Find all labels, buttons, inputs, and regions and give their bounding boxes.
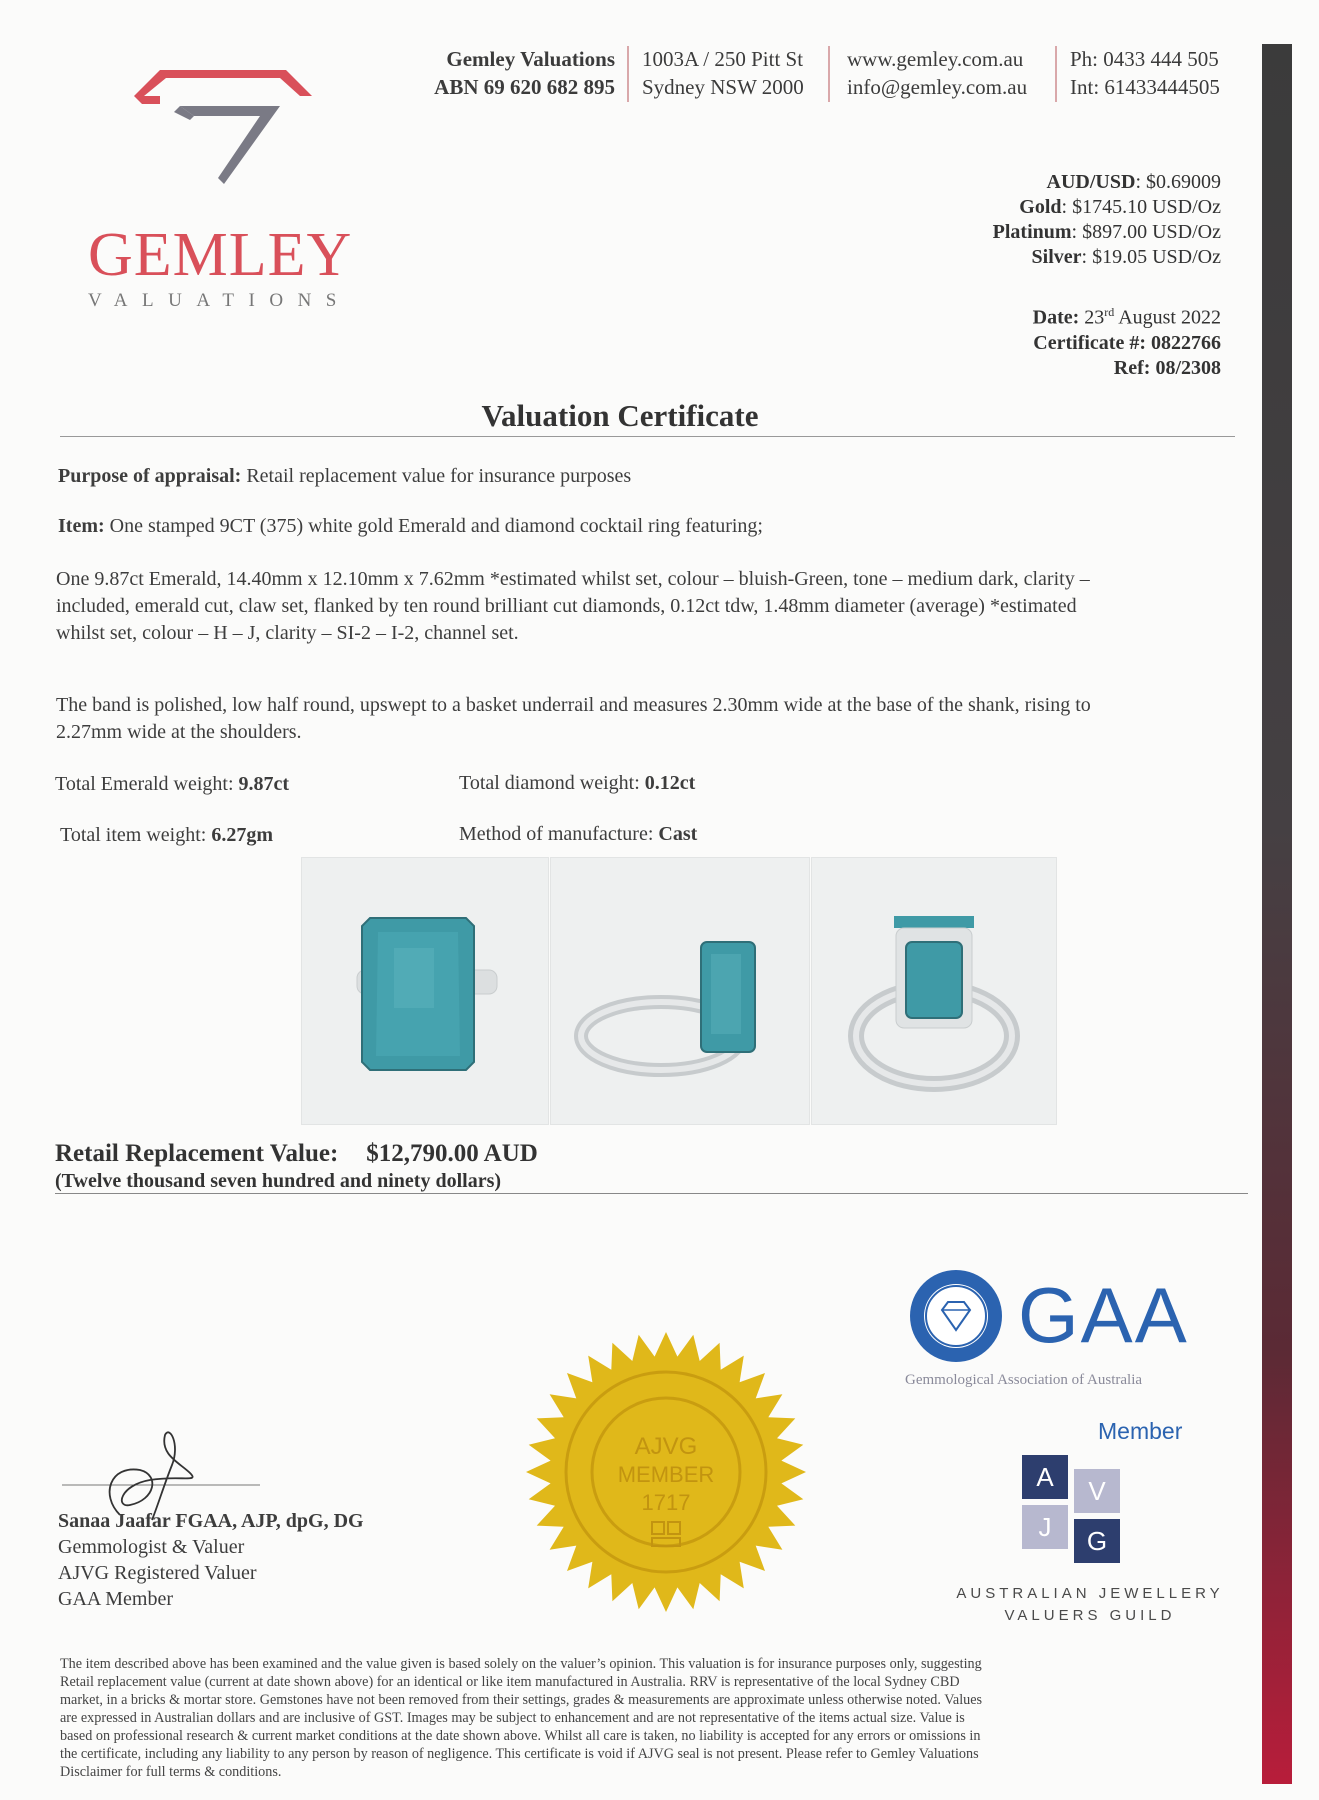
item-line: Item: One stamped 9CT (375) white gold Emerald and diamond cocktail ring featuring; — [58, 515, 763, 537]
website-link[interactable]: www.gemley.com.au — [847, 47, 1024, 71]
company-name: Gemley Valuations — [446, 47, 615, 71]
disclaimer-line: Retail replacement value (current at date shown above) for an identical or like item manufactured in Australia. RRV is representative of the local Sydney CBD — [60, 1674, 960, 1690]
ajvg-letter-g: G — [1074, 1519, 1120, 1563]
signatory-block — [58, 1508, 364, 1612]
title-divider — [60, 436, 1235, 437]
signatory-name: Sanaa Jaafar FGAA, AJP, dpG, DG — [58, 1510, 364, 1532]
gaa-wordmark: GAA — [1018, 1271, 1189, 1359]
disclaimer-line: market, in a bricks & mortar store. Gemstones have not been removed from their settings, grades & measurements are approximate unless otherwise noted. Values — [60, 1692, 983, 1708]
metal-rates — [993, 170, 1221, 270]
certificate-meta — [1033, 300, 1221, 381]
divider — [828, 46, 830, 102]
decorative-side-strip — [1262, 44, 1292, 1784]
band-line: 2.27mm wide at the shoulders. — [56, 721, 302, 743]
gaa-subtitle: Gemmological Association of Australia — [905, 1372, 1143, 1388]
disclaimer — [60, 1655, 1235, 1781]
band-line: The band is polished, low half round, upswept to a basket underrail and measures 2.30mm wide at the base of the shank, rising to — [56, 694, 1091, 716]
certificate-number: Certificate #: 0822766 — [1033, 331, 1221, 354]
value-in-words: (Twelve thousand seven hundred and ninety dollars) — [55, 1170, 502, 1192]
address-line1: 1003A / 250 Pitt St — [642, 47, 804, 71]
email-link[interactable]: info@gemley.com.au — [847, 75, 1028, 99]
emerald-description — [56, 566, 1236, 647]
address-line2: Sydney NSW 2000 — [642, 75, 804, 99]
disclaimer-line: Disclaimer for full terms & conditions. — [60, 1764, 282, 1780]
signatory-title: Gemmologist & Valuer — [58, 1536, 245, 1558]
gold-rate: Gold: $1745.10 USD/Oz — [1019, 196, 1221, 218]
disclaimer-line: based on professional research & current market conditions at the date shown above. Whilst all care is taken, no liability is accepted for any errors or omissions in — [60, 1728, 981, 1744]
web-block — [847, 45, 1027, 101]
retail-replacement-value: Retail Replacement Value: $12,790.00 AUD — [55, 1140, 538, 1167]
seal-line3: 1717 — [641, 1490, 691, 1515]
diamond-weight: Total diamond weight: 0.12ct — [459, 772, 696, 794]
divider — [1055, 46, 1057, 102]
gemley-wordmark: GEMLEY — [88, 221, 353, 289]
band-description — [56, 692, 1236, 746]
description-line: whilst set, colour – H – J, clarity – SI-2 – I-2, channel set. — [56, 622, 519, 644]
ring-photo-back — [811, 857, 1057, 1125]
manufacture-method: Method of manufacture: Cast — [459, 823, 698, 845]
page-title: Valuation Certificate — [481, 398, 759, 433]
platinum-rate: Platinum: $897.00 USD/Oz — [992, 221, 1221, 243]
purpose-line: Purpose of appraisal: Retail replacement value for insurance purposes — [58, 465, 632, 487]
ajvg-letter-a: A — [1022, 1455, 1068, 1499]
gemley-subtitle: VALUATIONS — [88, 290, 351, 311]
ajvg-logo — [1022, 1455, 1130, 1579]
signatory-title: GAA Member — [58, 1588, 173, 1610]
ring-photo-top — [301, 857, 549, 1125]
seal-line1: AJVG — [634, 1433, 698, 1460]
gaa-badge-icon — [908, 1268, 1004, 1364]
address-block — [642, 45, 804, 101]
divider — [627, 46, 629, 102]
ajvg-letter-j: J — [1022, 1505, 1068, 1549]
gemley-diamond-logo-icon — [130, 66, 316, 202]
ajvg-guild-line1: AUSTRALIAN JEWELLERY — [956, 1585, 1224, 1602]
value-divider — [55, 1193, 1248, 1194]
disclaimer-line: The item described above has been examined and the value given is based solely on the valuer’s opinion. This valuation is for insurance purposes only, suggesting — [60, 1656, 982, 1672]
reference: Ref: 08/2308 — [1113, 356, 1221, 379]
gaa-member-label: Member — [1098, 1418, 1183, 1444]
emerald-weight: Total Emerald weight: 9.87ct — [55, 773, 290, 795]
signatory-title: AJVG Registered Valuer — [58, 1562, 257, 1584]
disclaimer-line: the certificate, including any liability to any person by reason of negligence. This certificate is void if AJVG seal is not present. Please refer to Gemley Valuations — [60, 1746, 979, 1762]
date: Date: 23rd August 2022 — [1032, 305, 1221, 329]
silver-rate: Silver: $19.05 USD/Oz — [1031, 246, 1221, 268]
emerald-ring-side-view-icon — [551, 858, 809, 1124]
description-line: One 9.87ct Emerald, 14.40mm x 12.10mm x 7.62mm *estimated whilst set, colour – bluish-Green, tone – medium dark, clarity – — [56, 568, 1090, 590]
disclaimer-line: are expressed in Australian dollars and are inclusive of GST. Images may be subject to enhancement and are not representative of the items actual size. Value is — [60, 1710, 965, 1726]
company-block — [420, 45, 615, 101]
ajvg-gold-seal — [522, 1328, 810, 1616]
intl-phone: Int: 61433444505 — [1070, 75, 1220, 99]
seal-line2: MEMBER — [617, 1462, 715, 1487]
description-line: included, emerald cut, claw set, flanked by ten round brilliant cut diamonds, 0.12ct tdw, 1.48mm diameter (average) *estimated — [56, 595, 1077, 617]
ajvg-guild-line2: VALUERS GUILD — [1004, 1607, 1176, 1624]
phone: Ph: 0433 444 505 — [1070, 47, 1219, 71]
ajvg-letter-v: V — [1074, 1469, 1120, 1513]
ring-photo-side — [550, 857, 810, 1125]
emerald-ring-back-view-icon — [812, 858, 1056, 1124]
item-weight: Total item weight: 6.27gm — [60, 824, 274, 846]
phone-block — [1070, 45, 1220, 101]
abn: ABN 69 620 682 895 — [434, 75, 615, 99]
emerald-ring-top-view-icon — [302, 858, 548, 1124]
aud-usd-rate: AUD/USD: $0.69009 — [1046, 171, 1221, 193]
